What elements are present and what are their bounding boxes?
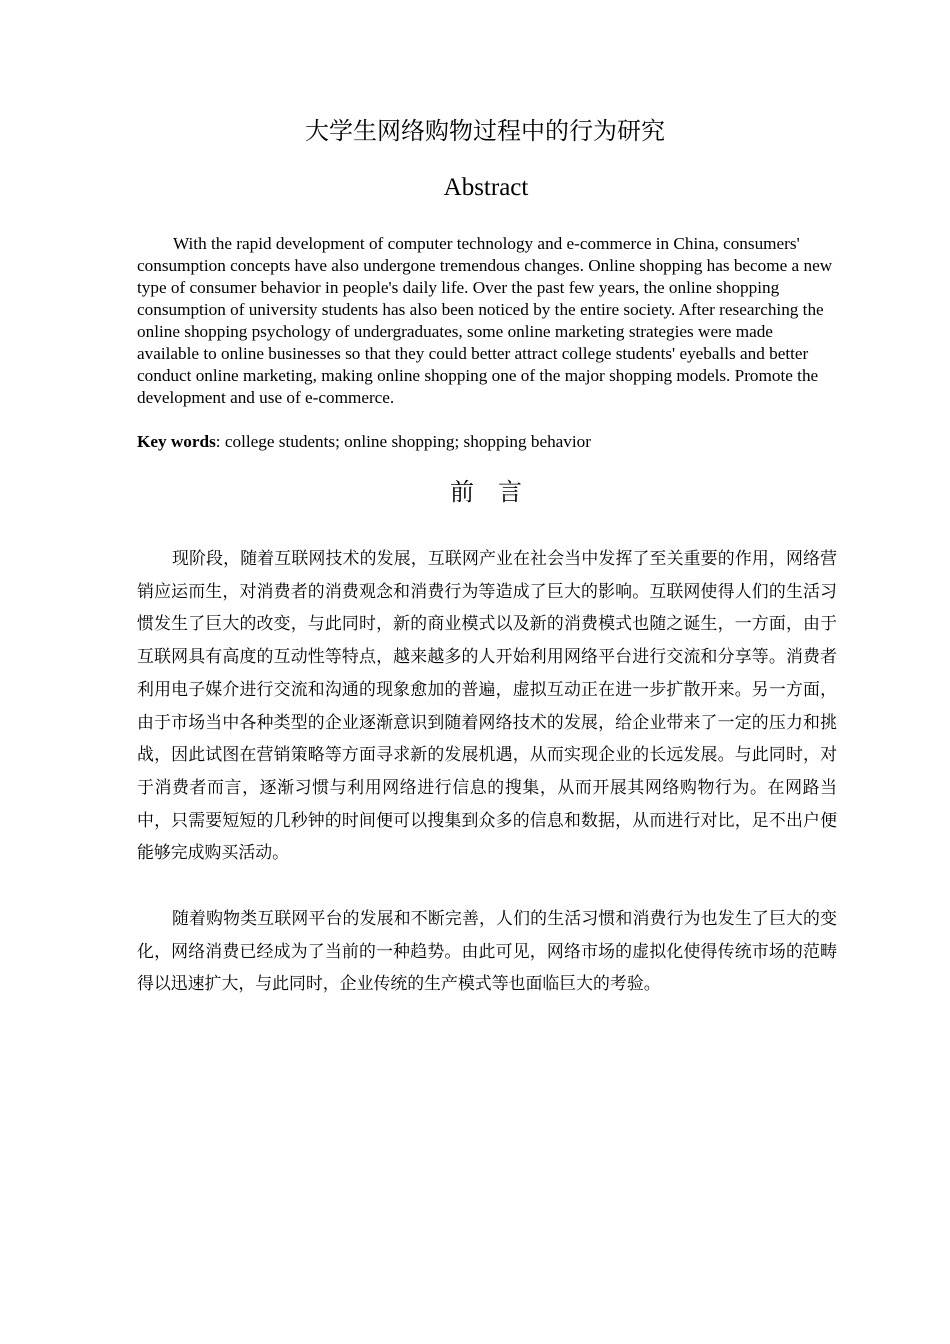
keywords-text: : college students; online shopping; shopping behavior (215, 432, 591, 451)
keywords-line (137, 431, 837, 453)
preface-paragraph-2: 随着购物类互联网平台的发展和不断完善，人们的生活习惯和消费行为也发生了巨大的变化，网络消费已经成为了当前的一种趋势。由此可见，网络市场的虚拟化使得传统市场的范畴得以迅速扩大，与此同时，企业传统的生产模式等也面临巨大的考验。 (137, 908, 837, 994)
keywords-label: Key words (137, 432, 216, 451)
abstract-body: With the rapid development of computer technology and e-commerce in China, consumers' consumption concepts have also undergone tremendous changes. Online shopping has become a new type of consumer behavior in people's daily life. Over the past few years, the online shopping consumption of university students has also been noticed by the entire society. After researching the online shopping psychology of undergraduates, some online marketing strategies were made available to online businesses so that they could better attract college students' eyeballs and better conduct online marketing, making online shopping one of the major shopping models. Promote the development and use of e-commerce. (137, 234, 833, 407)
preface-paragraph-1: 现阶段，随着互联网技术的发展，互联网产业在社会当中发挥了至关重要的作用，网络营销应运而生，对消费者的消费观念和消费行为等造成了巨大的影响。互联网使得人们的生活习惯发生了巨大的改变，与此同时，新的商业模式以及新的消费模式也随之诞生，一方面，由于互联网具有高度的互动性等特点，越来越多的人开始利用网络平台进行交流和分享等。消费者利用电子媒介进行交流和沟通的现象愈加的普遍，虚拟互动正在进一步扩散开来。另一方面，由于市场当中各种类型的企业逐渐意识到随着网络技术的发展，给企业带来了一定的压力和挑战，因此试图在营销策略等方面寻求新的发展机遇，从而实现企业的长远发展。与此同时，对于消费者而言，逐渐习惯与利用网络进行信息的搜集，从而开展其网络购物行为。在网路当中，只需要短短的几秒钟的时间便可以搜集到众多的信息和数据，从而进行对比，足不出户便能够完成购买活动。 (137, 548, 837, 863)
preface-heading: 前言 (450, 478, 546, 506)
abstract-heading: Abstract (443, 174, 529, 201)
document-title: 大学生网络购物过程中的行为研究 (305, 117, 665, 145)
